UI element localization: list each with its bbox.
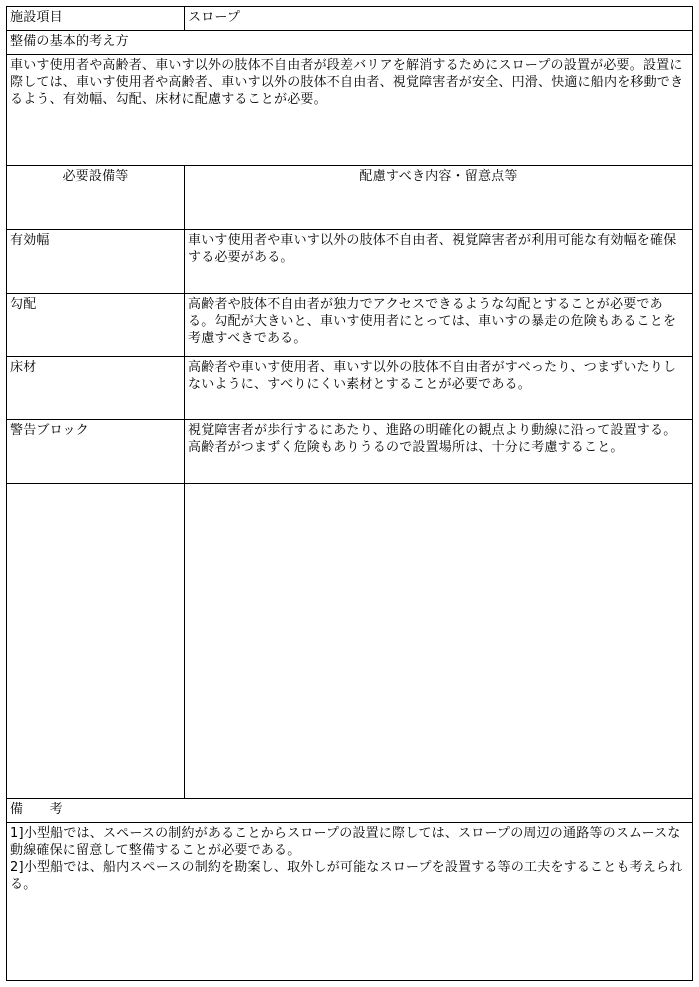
remarks-body [7,823,692,980]
facility-label: 施設項目 [7,7,185,30]
empty-item-cell [7,484,185,798]
row-content-floor-material: 高齢者や車いす使用者、車いす以外の肢体不自由者がすべったり、つまずいたりしないように、すべりにくい素材とすることが必要である。 [188,360,677,392]
facility-value: スロープ [188,10,241,25]
table-row [7,420,692,484]
table-row [7,230,692,294]
col1-header: 必要設備等 [7,166,185,229]
remarks-body-row [7,823,692,980]
basic-text: 車いす使用者や高齢者、車いす以外の肢体不自由者が段差バリアを解消するためにスロープの設置が必要。設置に際しては、車いす使用者や高齢者、車いす以外の肢体不自由者、視覚障害者が安全、円滑、快適に船内を移動できるよう、有効幅、勾配、床材に配慮することが必要。 [10,58,684,107]
row-item-floor-material: 床材 [7,357,185,419]
row-item-gradient: 勾配 [7,294,185,356]
row-content-effective-width: 車いす使用者や車いす以外の肢体不自由者、視覚障害者が利用可能な有効幅を確保する必要がある。 [188,233,677,265]
empty-content-cell [185,484,692,798]
col2-header: 配慮すべき内容・留意点等 [359,169,518,184]
basic-text-row [7,55,692,166]
row-item-effective-width: 有効幅 [7,230,185,293]
remarks-title-row [7,799,692,823]
facility-sheet [6,6,693,981]
row-content-gradient: 高齢者や肢体不自由者が独力でアクセスできるような勾配とすることが必要である。勾配が大きいと、車いす使用者にとっては、車いすの暴走の危険もあることを考慮すべきである。 [188,297,677,346]
table-header-row [7,166,692,230]
basic-title: 整備の基本的考え方 [10,34,129,49]
remarks-note-1: 1]小型船では、スペースの制約があることからスロープの設置に際しては、スロープの周辺の通路等のスムースな動線確保に留意して整備することが必要である。 [10,826,681,858]
remarks-title: 備 考 [10,802,63,817]
facility-row [7,7,692,31]
table-row-empty [7,484,692,799]
remarks-note-2: 2]小型船では、船内スペースの制約を勘案し、取外しが可能なスロープを設置する等の工夫をすることも考えられる。 [10,860,683,892]
basic-title-row [7,31,692,55]
row-content-warning-block: 視覚障害者が歩行するにあたり、進路の明確化の観点より動線に沿って設置する。高齢者がつまずく危険もありうるので設置場所は、十分に考慮すること。 [188,423,677,455]
row-item-warning-block: 警告ブロック [7,420,185,483]
table-row [7,294,692,357]
table-row [7,357,692,420]
